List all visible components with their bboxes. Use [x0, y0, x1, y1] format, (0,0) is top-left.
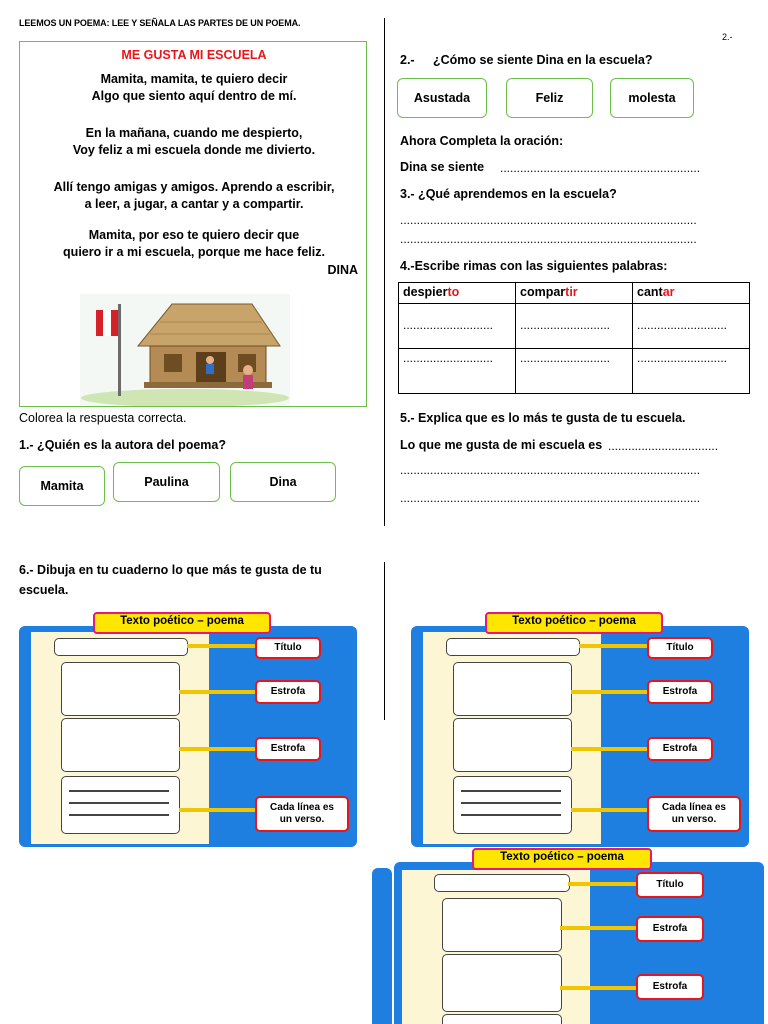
school-illustration	[80, 294, 290, 406]
label-titulo: Título	[636, 872, 704, 898]
question-6-cont: escuela.	[19, 583, 69, 597]
title-box	[434, 874, 570, 892]
poem-structure-diagram	[19, 612, 359, 847]
verse-box	[61, 776, 180, 834]
poem-structure-diagram	[411, 612, 751, 847]
connector	[568, 882, 638, 886]
question-4: 4.-Escribe rimas con las siguientes palabras:	[400, 259, 668, 273]
question-1: 1.- ¿Quién es la autora del poema?	[19, 438, 226, 452]
question-6: 6.- Dibuja en tu cuaderno lo que más te gusta de tu	[19, 563, 322, 577]
diagram-title: Texto poético – poema	[485, 612, 663, 634]
instruction-text: Colorea la respuesta correcta.	[19, 411, 187, 425]
label-verso: Cada línea es un verso.	[647, 796, 741, 832]
poem-structure-diagram	[372, 848, 766, 1024]
rhyme-table	[398, 282, 750, 394]
rhyme-cell[interactable]: ...........................	[399, 304, 516, 349]
verse-line	[69, 814, 169, 816]
diagram-title: Texto poético – poema	[472, 848, 652, 870]
title-box	[54, 638, 188, 656]
answer-option[interactable]: Feliz	[506, 78, 593, 118]
poem-verse: a leer, a jugar, a cantar y a compartir.	[84, 197, 304, 211]
poem-verse: Mamita, por eso te quiero decir que	[88, 228, 300, 242]
verse-box	[442, 1014, 562, 1024]
answer-line[interactable]: ..........................................................................................	[400, 491, 701, 505]
poem-verse: Allí tengo amigas y amigos. Aprendo a escribir,	[53, 180, 335, 194]
poem-verse: Mamita, mamita, te quiero decir	[100, 72, 288, 86]
poem-verse: En la mañana, cuando me despierto,	[85, 126, 303, 140]
answer-option[interactable]: Asustada	[397, 78, 487, 118]
answer-option[interactable]: Mamita	[19, 466, 105, 506]
poem-verse: Voy feliz a mi escuela donde me divierto.	[72, 143, 316, 157]
rhyme-word: despierto	[399, 283, 516, 304]
stanza-box	[442, 898, 562, 952]
rhyme-word: compartir	[516, 283, 633, 304]
divider-bottom	[384, 562, 385, 720]
label-estrofa: Estrofa	[636, 974, 704, 1000]
rhyme-cell[interactable]: ...........................	[399, 349, 516, 394]
answer-line[interactable]: ..........................................................................................	[400, 463, 701, 477]
answer-option[interactable]: Paulina	[113, 462, 220, 502]
answer-option[interactable]: Dina	[230, 462, 336, 502]
rhyme-cell[interactable]: ...........................	[516, 304, 633, 349]
connector	[179, 690, 257, 694]
page-number: 2.-	[722, 32, 733, 42]
label-titulo: Título	[255, 637, 321, 659]
rhyme-word: cantar	[633, 283, 750, 304]
poem-box	[19, 41, 367, 407]
connector	[560, 986, 638, 990]
answer-line[interactable]: .........................................................................................	[400, 213, 697, 227]
stanza-box	[61, 662, 180, 716]
verse-line	[461, 814, 561, 816]
label-estrofa: Estrofa	[636, 916, 704, 942]
verse-line	[69, 802, 169, 804]
stanza-box	[442, 954, 562, 1012]
connector	[187, 644, 257, 648]
diagram-background	[372, 868, 392, 1024]
rhyme-cell[interactable]: ...........................	[633, 304, 750, 349]
complete-label: Ahora Completa la oración:	[400, 134, 564, 148]
label-estrofa: Estrofa	[647, 737, 713, 761]
rhyme-cell[interactable]: ...........................	[516, 349, 633, 394]
answer-line[interactable]: ............................................................	[500, 161, 701, 175]
diagram-title: Texto poético – poema	[93, 612, 271, 634]
divider-top	[384, 18, 385, 526]
connector	[571, 808, 649, 812]
connector	[560, 926, 638, 930]
answer-line[interactable]: .................................	[608, 439, 719, 453]
sentence-prefix: Dina se siente	[400, 160, 488, 174]
question-2-number: 2.-	[400, 53, 415, 67]
label-estrofa: Estrofa	[255, 680, 321, 704]
label-estrofa: Estrofa	[647, 680, 713, 704]
connector	[579, 644, 649, 648]
question-3: 3.- ¿Qué aprendemos en la escuela?	[400, 187, 617, 201]
poem-author: DINA	[327, 263, 358, 277]
answer-line[interactable]: .........................................................................................	[400, 232, 697, 246]
question-5: 5.- Explica que es lo más te gusta de tu escuela.	[400, 411, 686, 425]
verse-box	[453, 776, 572, 834]
connector	[571, 747, 649, 751]
connector	[571, 690, 649, 694]
label-estrofa: Estrofa	[255, 737, 321, 761]
label-titulo: Título	[647, 637, 713, 659]
label-verso: Cada línea es un verso.	[255, 796, 349, 832]
verse-line	[69, 790, 169, 792]
answer-option[interactable]: molesta	[610, 78, 694, 118]
stanza-box	[453, 662, 572, 716]
poem-verse: quiero ir a mi escuela, porque me hace feliz.	[63, 245, 325, 259]
connector	[179, 747, 257, 751]
page-header: LEEMOS UN POEMA: LEE Y SEÑALA LAS PARTES DE UN POEMA.	[19, 18, 301, 28]
rhyme-cell[interactable]: ...........................	[633, 349, 750, 394]
connector	[179, 808, 257, 812]
verse-line	[461, 790, 561, 792]
stanza-box	[61, 718, 180, 772]
poem-verse: Algo que siento aquí dentro de mí.	[91, 89, 297, 103]
verse-line	[461, 802, 561, 804]
stanza-box	[453, 718, 572, 772]
poem-title: ME GUSTA MI ESCUELA	[121, 48, 267, 62]
title-box	[446, 638, 580, 656]
sentence-prefix: Lo que me gusta de mi escuela es	[400, 438, 606, 452]
question-2: ¿Cómo se siente Dina en la escuela?	[433, 53, 653, 67]
